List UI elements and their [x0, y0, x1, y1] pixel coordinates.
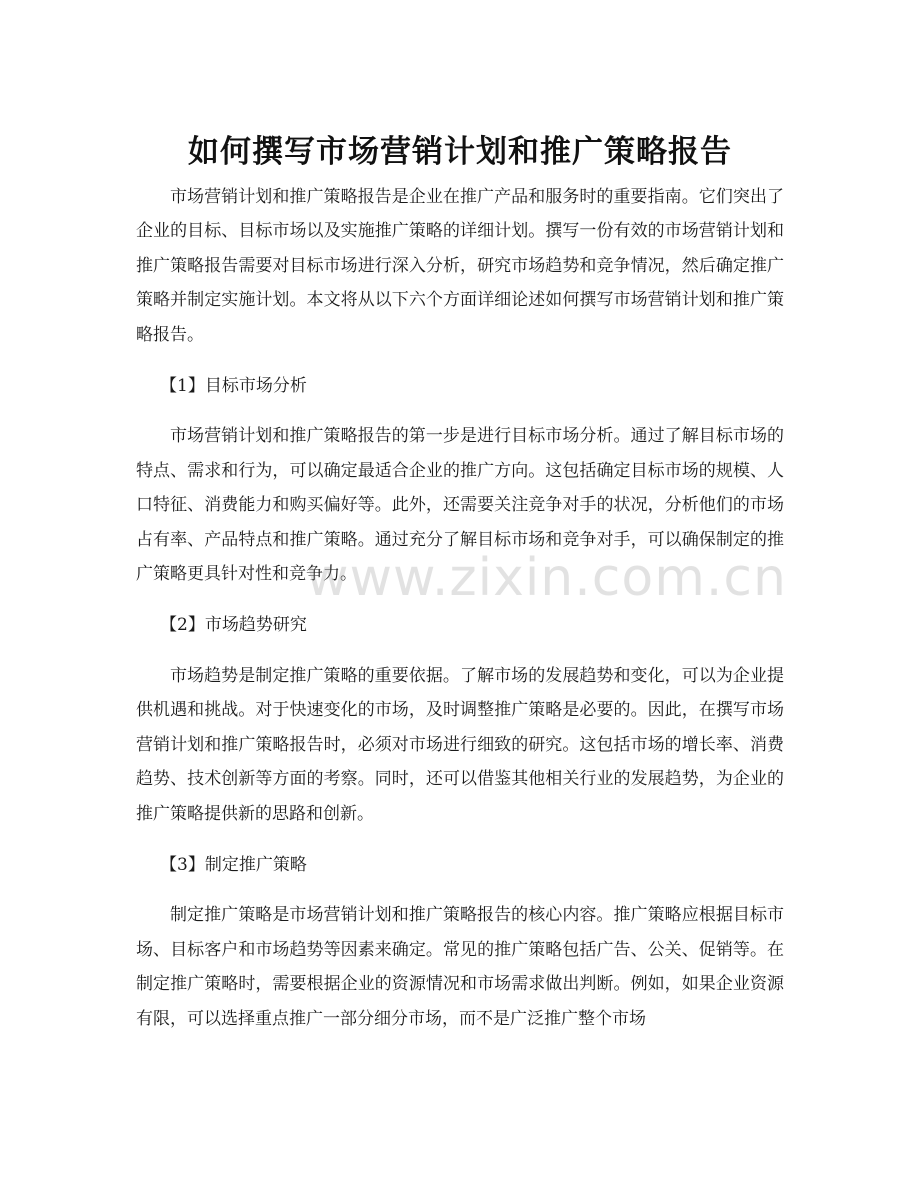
watermark-text: www.zixin.com.cn [306, 548, 787, 608]
document-body [136, 180, 784, 1036]
section-paragraph-1: 市场营销计划和推广策略报告的第一步是进行目标市场分析。通过了解目标市场的特点、需求和行为，可以确定最适合企业的推广方向。这包括确定目标市场的规模、人口特征、消费能力和购买偏好等。此外，还需要关注竞争对手的状况，分析他们的市场占有率、产品特点和推广策略。通过充分了解目标市场和竞争对手，可以确保制定的推广策略更具针对性和竞争力。 [136, 426, 784, 585]
section-heading-3: 【3】制定推广策略 [160, 854, 307, 875]
section-heading-2: 【2】市场趋势研究 [160, 615, 307, 636]
document-title: 如何撰写市场营销计划和推广策略报告 [188, 133, 732, 170]
section-heading-1: 【1】目标市场分析 [160, 376, 307, 397]
section-paragraph-3: 制定推广策略是市场营销计划和推广策略报告的核心内容。推广策略应根据目标市场、目标客户和市场趋势等因素来确定。常见的推广策略包括广告、公关、促销等。在制定推广策略时，需要根据企业的资源情况和市场需求做出判断。例如，如果企业资源有限，可以选择重点推广一部分细分市场，而不是广泛推广整个市场 [136, 905, 784, 1029]
section-paragraph-2: 市场趋势是制定推广策略的重要依据。了解市场的发展趋势和变化，可以为企业提供机遇和挑战。对于快速变化的市场，及时调整推广策略是必要的。因此，在撰写市场营销计划和推广策略报告时，必须对市场进行细致的研究。这包括市场的增长率、消费趋势、技术创新等方面的考察。同时，还可以借鉴其他相关行业的发展趋势，为企业的推广策略提供新的思路和创新。 [136, 665, 784, 824]
intro-paragraph: 市场营销计划和推广策略报告是企业在推广产品和服务时的重要指南。它们突出了企业的目标、目标市场以及实施推广策略的详细计划。撰写一份有效的市场营销计划和推广策略报告需要对目标市场进行深入分析，研究市场趋势和竞争情况，然后确定推广策略并制定实施计划。本文将从以下六个方面详细论述如何撰写市场营销计划和推广策略报告。 [136, 187, 784, 345]
